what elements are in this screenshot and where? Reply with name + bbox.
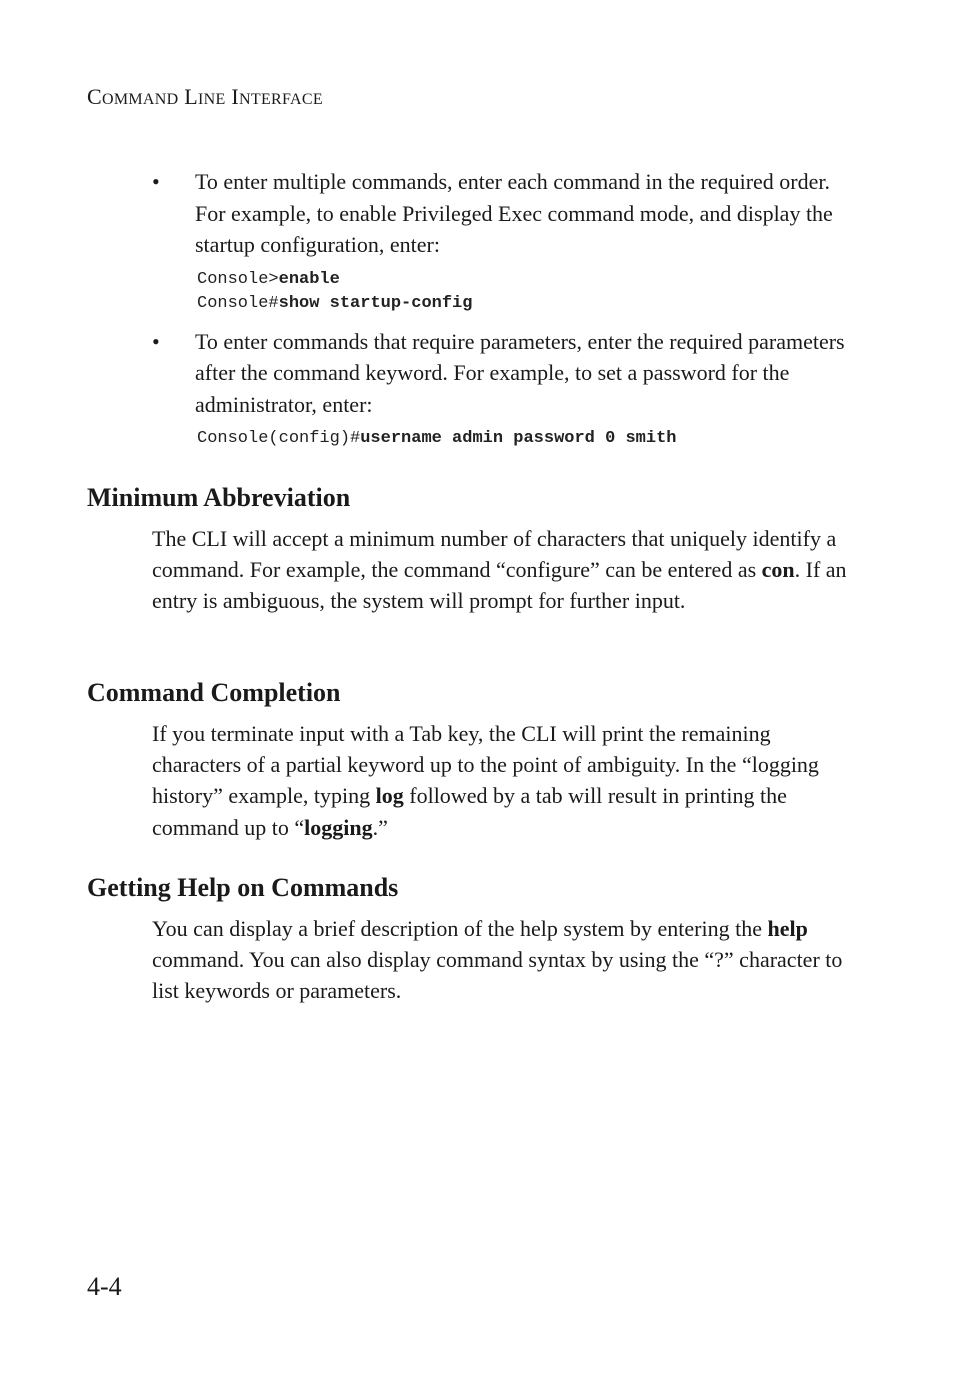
text-run: The CLI will accept a minimum number of characters that uniquely identify a command. For example, the command “configure” can be entered as	[152, 526, 837, 583]
header-smallcaps: NTERFACE	[239, 91, 323, 108]
page-number: 4-4	[87, 1272, 122, 1301]
bullet-text: To enter commands that require parameters, enter the required parameters after the command keyword. For example, to set a password for the administrator, enter:	[195, 328, 845, 417]
bullet-text: To enter multiple commands, enter each command in the required order. For example, to enable Privileged Exec command mode, and display the startup configuration, enter:	[195, 169, 833, 257]
section-paragraph	[152, 523, 852, 617]
section-paragraph	[152, 718, 852, 843]
code-prompt: Console#	[197, 293, 279, 313]
code-prompt: Console>	[197, 269, 279, 289]
code-command: show startup-config	[278, 293, 473, 313]
bold-term: con	[761, 557, 795, 583]
code-block	[152, 427, 852, 451]
text-run: You can display a brief description of the help system by entering the	[152, 916, 768, 941]
header-cap: I	[231, 84, 240, 109]
header-smallcaps: OMMAND	[101, 91, 179, 108]
code-command: username admin password 0 smith	[360, 429, 677, 448]
section-heading: Command Completion	[87, 678, 341, 707]
code-line	[197, 427, 852, 451]
header-cap: C	[87, 84, 102, 109]
header-cap: L	[184, 84, 199, 109]
text-run: followed by a tab will result in printing the command up to “	[152, 783, 787, 840]
bullet-item	[152, 326, 852, 421]
text-run: If you terminate input with a Tab key, the CLI will print the remaining characters of a partial keyword up to the point of ambiguity. In the “logging history” example, typing	[152, 721, 819, 809]
bold-term: help	[767, 916, 808, 941]
bullet-symbol: •	[152, 328, 160, 354]
code-line	[197, 292, 852, 316]
section-heading: Minimum Abbreviation	[87, 483, 351, 512]
code-block	[152, 268, 852, 316]
text-run: . If an entry is ambiguous, the system will prompt for further input.	[152, 557, 847, 614]
header-smallcaps: INE	[198, 91, 226, 108]
code-command: enable	[278, 269, 340, 289]
code-line	[197, 268, 852, 292]
bullet-list	[152, 166, 852, 451]
running-header	[87, 84, 323, 110]
code-prompt: Console(config)#	[197, 429, 361, 448]
section-paragraph	[152, 913, 852, 1007]
bold-term: log	[375, 783, 404, 809]
bullet-item	[152, 166, 852, 261]
bold-term: logging	[304, 814, 373, 840]
bullet-symbol: •	[152, 169, 160, 194]
text-run: .”	[372, 814, 388, 840]
text-run: command. You can also display command syntax by using the “?” character to list keywords or parameters.	[152, 947, 843, 1004]
section-heading: Getting Help on Commands	[87, 873, 399, 902]
